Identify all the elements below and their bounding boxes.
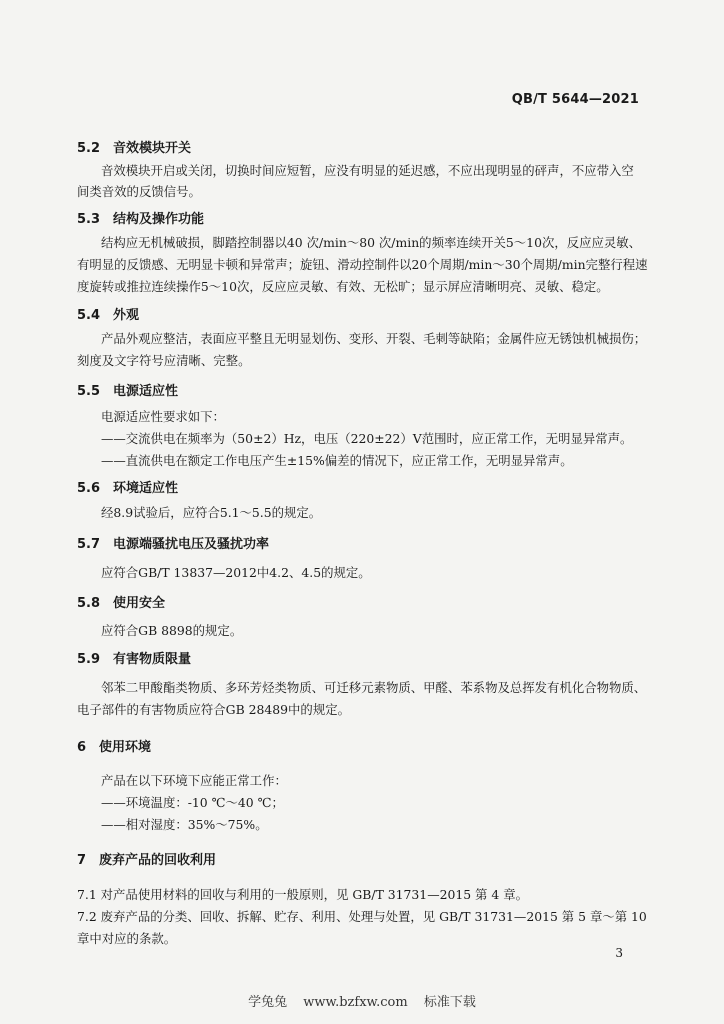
section-number: 5.4	[77, 308, 101, 323]
section-title: 废弃产品的回收利用	[99, 853, 217, 868]
section-number: 5.7	[77, 537, 101, 552]
paragraph-line: 音效模块开启或关闭，切换时间应短暂，应没有明显的延迟感，不应出现明显的砰声，不应带入空	[101, 163, 634, 178]
section-heading-5-2	[77, 137, 191, 156]
clause-7-1: 7.1 对产品使用材料的回收与利用的一般原则，见 GB/T 31731—2015 第 4 章。	[77, 887, 528, 902]
section-title: 使用环境	[99, 740, 152, 755]
paragraph-line: 产品在以下环境下应能正常工作：	[101, 773, 287, 788]
clause-7-2-line2: 章中对应的条款。	[77, 931, 177, 946]
section-heading-5-5	[77, 380, 178, 399]
paragraph-line: 结构应无机械破损，脚踏控制器以40 次/min～80 次/min的频率连续开关5～10次，反应应灵敏、	[101, 235, 642, 250]
section-number: 5.5	[77, 384, 101, 399]
section-heading-5-9	[77, 648, 191, 667]
footer-site-name: 学兔兔	[248, 995, 288, 1010]
section-title: 有害物质限量	[113, 652, 192, 667]
paragraph-line: 邻苯二甲酸酯类物质、多环芳烃类物质、可迁移元素物质、甲醛、苯系物及总挥发有机化合物物质、	[101, 680, 647, 695]
section-number: 5.8	[77, 596, 101, 611]
section-heading-5-3	[77, 208, 204, 227]
clause-7-2-line1: 7.2 废弃产品的分类、回收、拆解、贮存、利用、处理与处置，见 GB/T 31731—2015 第 5 章～第 10	[77, 909, 647, 924]
section-heading-5-8	[77, 592, 165, 611]
section-title: 外观	[113, 308, 140, 323]
section-heading-5-4	[77, 304, 139, 323]
section-title: 使用安全	[113, 596, 166, 611]
section-heading-5-6	[77, 477, 178, 496]
list-item: ——相对湿度：35%～75%。	[101, 817, 268, 832]
section-title: 音效模块开关	[113, 141, 192, 156]
page-number: 3	[615, 946, 623, 960]
paragraph-line: 应符合GB 8898的规定。	[101, 623, 243, 638]
list-item: ——环境温度：-10 ℃～40 ℃；	[101, 795, 284, 810]
paragraph-line: 有明显的反馈感、无明显卡顿和异常声；旋钮、滑动控制件以20个周期/min～30个周期/min完整行程速	[77, 257, 648, 272]
paragraph-line: 刻度及文字符号应清晰、完整。	[77, 353, 251, 368]
paragraph-line: 电子部件的有害物质应符合GB 28489中的规定。	[77, 702, 350, 717]
paragraph-line: 电源适应性要求如下：	[101, 409, 225, 424]
list-item: ——直流供电在额定工作电压产生±15%偏差的情况下，应正常工作，无明显异常声。	[101, 453, 573, 468]
section-number: 5.9	[77, 652, 101, 667]
section-title: 电源适应性	[113, 384, 179, 399]
paragraph-line: 经8.9试验后，应符合5.1～5.5的规定。	[101, 505, 322, 520]
paragraph-line: 度旋转或推拉连续操作5～10次，反应应灵敏、有效、无松旷；显示屏应清晰明亮、灵敏、稳定。	[77, 279, 609, 294]
section-title: 环境适应性	[113, 481, 179, 496]
standard-code: QB/T 5644—2021	[511, 92, 639, 107]
section-number: 7	[77, 853, 87, 868]
section-number: 6	[77, 740, 87, 755]
footer-tagline: 标准下载	[423, 995, 476, 1010]
section-heading-6	[77, 736, 151, 755]
section-heading-5-7	[77, 533, 269, 552]
paragraph-line: 应符合GB/T 13837—2012中4.2、4.5的规定。	[101, 565, 371, 580]
section-title: 结构及操作功能	[113, 212, 205, 227]
paragraph-line: 间类音效的反馈信号。	[77, 184, 201, 199]
section-heading-7	[77, 849, 216, 868]
section-number: 5.2	[77, 141, 101, 156]
paragraph-line: 产品外观应整洁，表面应平整且无明显划伤、变形、开裂、毛刺等缺陷；金属件应无锈蚀机械损伤；	[101, 331, 647, 346]
list-item: ——交流供电在频率为（50±2）Hz，电压（220±22）V范围时，应正常工作，无明显异常声。	[101, 431, 633, 446]
section-number: 5.6	[77, 481, 101, 496]
footer-watermark	[0, 991, 724, 1010]
section-title: 电源端骚扰电压及骚扰功率	[113, 537, 270, 552]
footer-url[interactable]: www.bzfxw.com	[303, 995, 408, 1010]
section-number: 5.3	[77, 212, 101, 227]
